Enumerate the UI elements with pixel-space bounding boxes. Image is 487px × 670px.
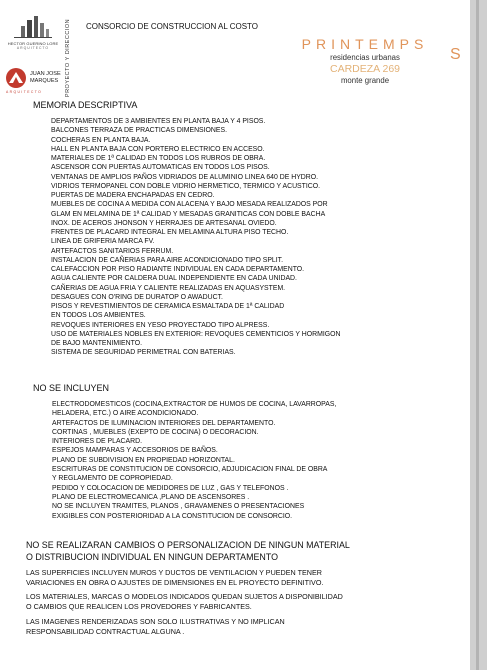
- list-item: INSTALACION DE CAÑERIAS PARA AIRE ACONDICIONADO TIPO SPLIT.: [51, 256, 284, 264]
- no-incluye-list: [52, 400, 336, 521]
- note-renders: [26, 617, 285, 637]
- note-line: O CAMBIOS QUE REALICEN LOS PROVEDORES Y FABRICANTES.: [26, 602, 252, 611]
- list-item: CALEFACCION POR PISO RADIANTE INDIVIDUAL EN CADA DEPARTAMENTO.: [51, 266, 305, 273]
- list-item: FRENTES DE PLACARD INTEGRAL EN MELAMINA ALTURA PISO TECHO.: [51, 229, 289, 236]
- list-item: BALCONES TERRAZA DE PRACTICAS DIMENSIONES.: [51, 127, 228, 135]
- list-item: ELECTRODOMESTICOS (COCINA,EXTRACTOR DE HUMOS DE COCINA, LAVARROPAS,: [52, 401, 337, 408]
- project-brand: [262, 36, 468, 85]
- note-line: RESPONSABILIDAD CONTRACTUAL ALGUNA .: [26, 627, 185, 636]
- firm2-subtitle: ARQUITECTO: [6, 90, 43, 94]
- warning-line: NO SE REALIZARAN CAMBIOS O PERSONALIZACION DE NINGUN MATERIAL: [26, 540, 350, 550]
- list-item: INTERIORES DE PLACARD.: [52, 438, 142, 446]
- list-item: INOX. DE ACEROS JHONSON Y HERRAJES DE ARTESANAL OVIEDO.: [51, 219, 277, 227]
- brand-subtitle: residencias urbanas: [330, 53, 400, 62]
- building-skyline-icon: [13, 14, 53, 40]
- list-item: MUEBLES DE COCINA A MEDIDA CON ALACENA Y BAJO MESADA REALIZADOS POR: [51, 201, 328, 209]
- list-item: PUERTAS DE MADERA ENCHAPADAS EN CEDRO.: [51, 192, 215, 199]
- firm2-name-line2: MARQUES: [30, 78, 59, 84]
- list-item: VENTANAS DE AMPLIOS PAÑOS VIDRIADOS DE ALUMINIO LINEA 640 DE HYDRO.: [51, 173, 319, 181]
- warning-no-changes: [26, 539, 350, 563]
- section-heading-no-incluye: NO SE INCLUYEN: [33, 383, 110, 393]
- list-item: DEPARTAMENTOS DE 3 AMBIENTES EN PLANTA BAJA Y 4 PISOS.: [51, 118, 266, 125]
- page-edge-strip: [476, 0, 479, 670]
- list-item: COCHERAS EN PLANTA BAJA.: [51, 136, 151, 144]
- list-item: GLAM EN MELAMINA DE 1ª CALIDAD Y MESADAS GRANITICAS CON DOBLE BACHA: [51, 210, 326, 218]
- list-item: ESCRITURAS DE CONSTITUCION DE CONSORCIO, ADJUDICACION FINAL DE OBRA: [52, 466, 328, 474]
- list-item: USO DE MATERIALES NOBLES EN EXTERIOR: REVOQUES CEMENTICIOS Y HORMIGON: [51, 330, 341, 338]
- list-item: MATERIALES DE 1ª CALIDAD EN TODOS LOS RUBROS DE OBRA.: [51, 155, 266, 162]
- list-item: CAÑERIAS DE AGUA FRIA Y CALIENTE REALIZADAS EN AQUASYSTEM.: [51, 284, 286, 292]
- vertical-caption-text: PROYECTO Y DIRECCION: [65, 18, 71, 98]
- warning-line: O DISTRIBUCION INDIVIDUAL EN NINGUN DEPARTAMENTO: [26, 552, 278, 562]
- memoria-list: [51, 117, 340, 358]
- list-item: PISOS Y REVESTIMIENTOS DE CERAMICA ESMALTADA DE 1ª CALIDAD: [51, 303, 285, 310]
- note-line: VARIACIONES EN OBRA O AJUSTES DE DIMENSIONES EN EL PROYECTO DEFINITIVO.: [26, 578, 324, 587]
- note-line: LAS SUPERFICIES INCLUYEN MUROS Y DUCTOS DE VENTILACION Y PUEDEN TENER: [26, 568, 322, 577]
- list-item: CORTINAS , MUEBLES (EXEPTO DE COCINA) O DECORACION.: [52, 428, 259, 436]
- list-item: PEDIDO Y COLOCACION DE MEDIDORES DE LUZ , GAS Y TELEFONOS .: [52, 484, 289, 492]
- list-item: EXIGIBLES CON POSTERIORIDAD A LA CONSTITUCION DE CONSORCIO.: [52, 512, 293, 520]
- firm2-name-line1: JUAN JOSE: [30, 71, 61, 77]
- list-item: ARTEFACTOS SANITARIOS FERRUM.: [51, 247, 174, 255]
- architect-logo-guerino: [4, 14, 62, 50]
- list-item: SISTEMA DE SEGURIDAD PERIMETRAL CON BATERIAS.: [51, 349, 236, 357]
- list-item: EN TODOS LOS AMBIENTES.: [51, 312, 146, 320]
- note-line: LOS MATERIALES, MARCAS O MODELOS INDICADOS QUEDAN SUJETOS A DISPONIBILIDAD: [26, 592, 343, 601]
- list-item: LINEA DE GRIFERIA MARCA FV.: [51, 238, 155, 246]
- list-item: ESPEJOS MAMPARAS Y ACCESORIOS DE BAÑOS.: [52, 447, 218, 455]
- marques-badge-icon: [6, 68, 26, 88]
- firm1-name: HECTOR GUERINO LORE: [7, 41, 59, 46]
- vertical-caption: [58, 10, 78, 106]
- brand-address: CARDEZA 269: [329, 63, 401, 75]
- architect-logo-marques: [4, 68, 64, 96]
- list-item: DESAGUES CON O'RING DE DURATOP O AWADUCT.: [51, 293, 223, 301]
- note-line: LAS IMAGENES RENDERIZADAS SON SOLO ILUSTRATIVAS Y NO IMPLICAN: [26, 617, 285, 626]
- list-item: DE BAJO MANTENIMIENTO.: [51, 340, 142, 347]
- list-item: HELADERA, ETC.) O AIRE ACONDICIONADO.: [52, 410, 199, 418]
- brand-mark: S: [450, 46, 461, 63]
- list-item: AGUA CALIENTE POR CALDERA DUAL INDEPENDIENTE EN CADA UNIDAD.: [51, 275, 297, 283]
- brand-name: PRINTEMPS: [301, 36, 429, 52]
- note-materials: [26, 592, 343, 612]
- list-item: NO SE INCLUYEN TRAMITES, PLANOS , GRAVAMENES O PRESENTACIONES: [52, 503, 305, 511]
- list-item: ASCENSOR CON PUERTAS AUTOMATICAS EN TODOS LOS PISOS.: [51, 164, 270, 172]
- brand-location: monte grande: [340, 76, 390, 85]
- section-heading-memoria: MEMORIA DESCRIPTIVA: [33, 100, 138, 110]
- list-item: PLANO DE SUBDIVISION EN PROPIEDAD HORIZONTAL.: [52, 456, 235, 464]
- list-item: REVOQUES INTERIORES EN YESO PROYECTADO TIPO ALPRESS.: [51, 321, 270, 329]
- list-item: Y REGLAMENTO DE COPROPIEDAD.: [52, 475, 173, 483]
- firm1-subtitle: ARQUITECTO: [16, 46, 50, 50]
- list-item: HALL EN PLANTA BAJA CON PORTERO ELECTRICO EN ACCESO.: [51, 145, 265, 153]
- list-item: ARTEFACTOS DE ILUMINACION INTERIORES DEL DEPARTAMENTO.: [52, 419, 276, 427]
- list-item: PLANO DE ELECTROMECANICA ,PLANO DE ASCENSORES .: [52, 493, 250, 501]
- list-item: VIDRIOS TERMOPANEL CON DOBLE VIDRIO HERMETICO, TERMICO Y ACUSTICO.: [51, 182, 321, 190]
- note-surfaces: [26, 568, 323, 588]
- page-title: CONSORCIO DE CONSTRUCCION AL COSTO: [86, 22, 259, 31]
